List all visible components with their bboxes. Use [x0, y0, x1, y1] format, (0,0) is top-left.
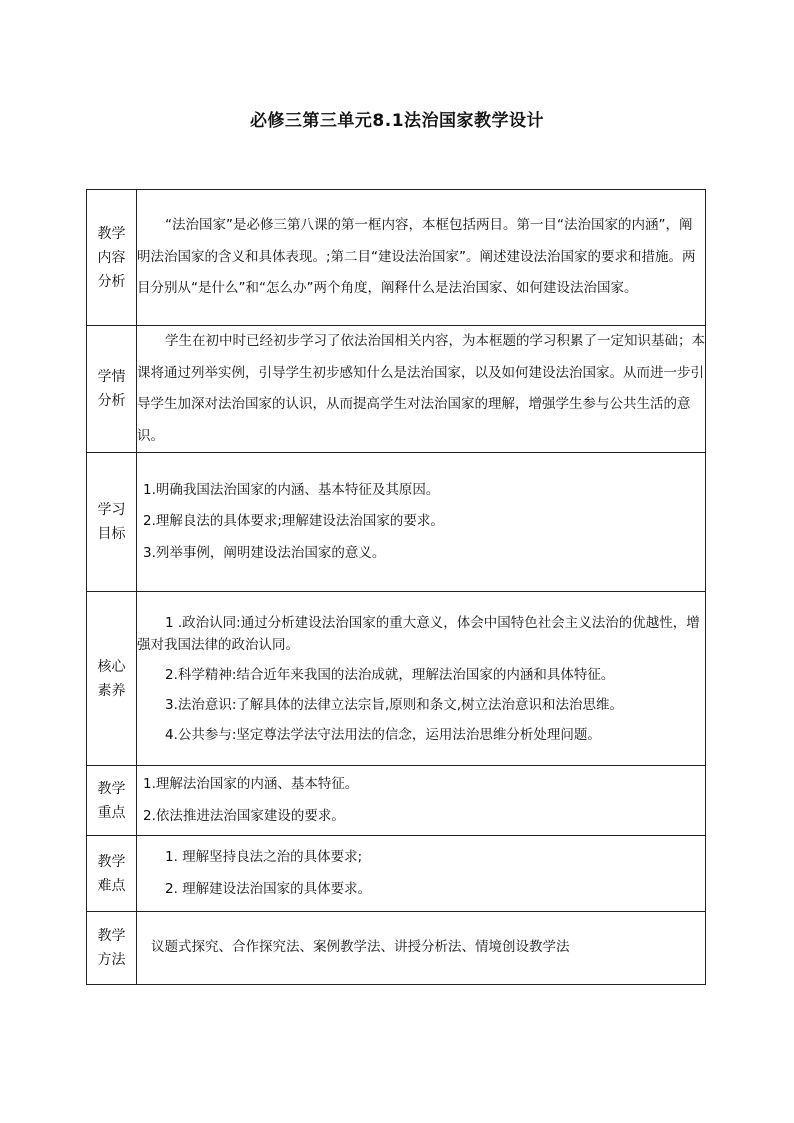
row-content [137, 326, 706, 453]
row-content [137, 453, 706, 592]
list-item: 2.依法推进法治国家建设的要求。 [143, 807, 345, 824]
row-label: 教学内容分析 [87, 190, 137, 326]
list-item: 1.明确我国法治国家的内涵、基本特征及其原因。 [143, 481, 440, 498]
row-content [137, 766, 706, 836]
row-label: 学习目标 [87, 453, 137, 592]
table-row-learning-goals [87, 453, 706, 592]
list-item: 2.理解良法的具体要求;理解建设法治国家的要求。 [143, 513, 444, 530]
list-item: 3.列举事例，阐明建设法治国家的意义。 [143, 544, 386, 561]
content-analysis-text: “法治国家”是必修三第八课的第一框内容，本框包括两目。第一目“法治国家的内涵”，阐明法治国家的含义和具体表现。;第二目“建设法治国家”。阐述建设法治国家的要求和措施。两目分别从“是什么”和“怎么办”两个角度，阐释什么是法治国家、如何建设法治国家。 [137, 217, 696, 297]
row-content [137, 836, 706, 912]
page-title: 必修三第三单元8.1法治国家教学设计 [249, 111, 545, 131]
list-item: 4.公共参与:坚定尊法学法守法用法的信念，运用法治思维分析处理问题。 [165, 726, 601, 743]
list-item: 2.科学精神:结合近年来我国的法治成就，理解法治国家的内涵和具体特征。 [165, 666, 615, 683]
list-item: 3.法治意识:了解具体的法律立法宗旨,原则和条文,树立法治意识和法治思维。 [165, 696, 624, 713]
row-label: 教学重点 [87, 766, 137, 836]
row-label: 教学方法 [87, 912, 137, 985]
row-content [137, 912, 706, 985]
table-row-key-points [87, 766, 706, 836]
table-row-teaching-methods [87, 912, 706, 985]
table-row-difficulties [87, 836, 706, 912]
student-analysis-text: 学生在初中时已经初步学习了依法治国相关内容，为本框题的学习积累了一定知识基础；本课将通过列举实例，引导学生初步感知什么是法治国家，以及如何建设法治国家。从而进一步引导学生加深对法治国家的认识，从而提高学生对法治国家的理解，增强学生参与公共生活的意识。 [137, 333, 705, 444]
list-item: 1.理解法治国家的内涵、基本特征。 [143, 776, 359, 792]
row-label: 教学难点 [87, 836, 137, 912]
teaching-methods-text: 议题式探究、合作探究法、案例教学法、讲授分析法、情境创设教学法 [151, 939, 570, 956]
table-row-student-analysis [87, 326, 706, 453]
table-row-content-analysis [87, 190, 706, 326]
row-content [137, 592, 706, 766]
lesson-plan-table [86, 189, 706, 985]
row-label: 核心素养 [87, 592, 137, 766]
list-item: 1. 理解坚持良法之治的具体要求; [165, 849, 363, 865]
row-content [137, 190, 706, 326]
table-row-core-competencies [87, 592, 706, 766]
list-item: 2. 理解建设法治国家的具体要求。 [165, 880, 372, 897]
list-item: 1 .政治认同:通过分析建设法治国家的重大意义，体会中国特色社会主义法治的优越性，增强对我国法律的政治认同。 [137, 614, 700, 653]
row-label: 学情分析 [87, 326, 137, 453]
